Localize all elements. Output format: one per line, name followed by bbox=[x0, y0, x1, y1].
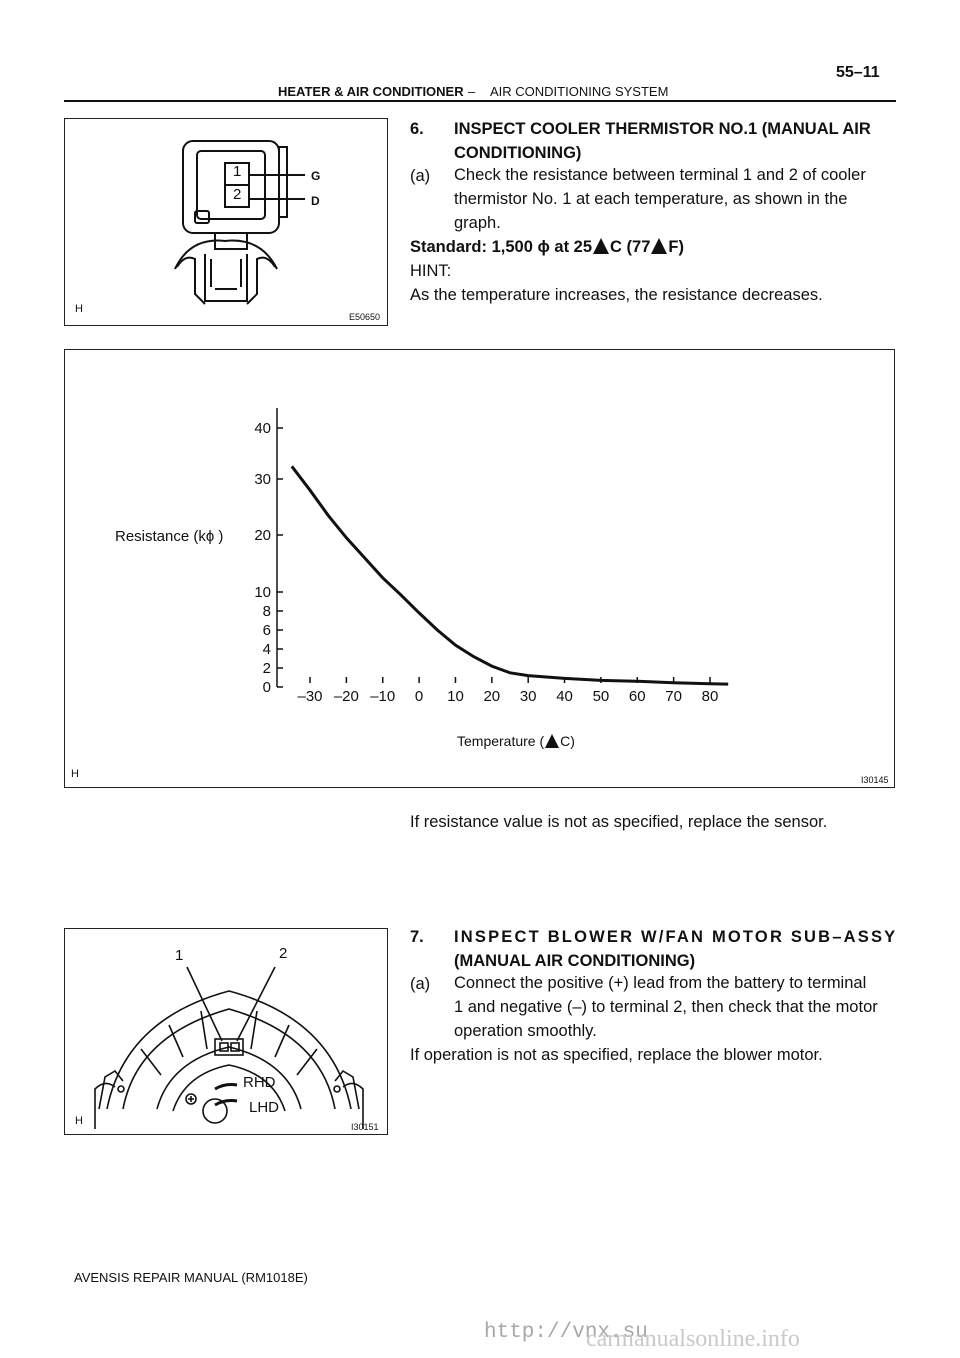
resistance-chart bbox=[65, 350, 894, 787]
step-6-item-a-line3: graph. bbox=[454, 214, 501, 232]
step-7-item-a-line2: 1 and negative (–) to terminal 2, then check that the motor bbox=[454, 998, 878, 1016]
terminal-1-label: 1 bbox=[233, 163, 242, 180]
degree-icon bbox=[593, 238, 609, 254]
connector-drawing bbox=[65, 119, 387, 325]
x-tick-label: –10 bbox=[370, 688, 396, 705]
x-tick-label: 10 bbox=[447, 688, 464, 705]
step-7-item-a-line1: Connect the positive (+) lead from the battery to terminal bbox=[454, 974, 867, 992]
x-tick-label: 80 bbox=[701, 688, 719, 705]
x-tick-label: 60 bbox=[628, 688, 646, 705]
replace-motor-text: If operation is not as specified, replace the blower motor. bbox=[410, 1046, 823, 1064]
step-7-title-line1: INSPECT BLOWER W/FAN MOTOR SUB–ASSY bbox=[454, 928, 898, 946]
terminal-2-label: 2 bbox=[233, 186, 242, 203]
x-tick-label: 40 bbox=[556, 688, 573, 705]
figure-h-label: H bbox=[71, 768, 79, 780]
x-tick-label: 70 bbox=[665, 688, 682, 705]
y-tick-label: 4 bbox=[262, 641, 271, 658]
step-6-item-a-label: (a) bbox=[410, 167, 431, 185]
degree-icon bbox=[651, 238, 667, 254]
header-separator: – bbox=[468, 84, 476, 99]
hint-label: HINT: bbox=[410, 262, 452, 280]
page-number: 55–11 bbox=[836, 64, 880, 81]
x-tick-label: 30 bbox=[519, 688, 537, 705]
x-axis-label bbox=[457, 733, 575, 749]
wire-color-d: D bbox=[311, 194, 320, 208]
terminal-2-label: 2 bbox=[279, 945, 288, 962]
replace-sensor-text: If resistance value is not as specified, replace the sensor. bbox=[410, 813, 828, 831]
x-tick-label: –30 bbox=[297, 688, 323, 705]
rhd-label: RHD bbox=[243, 1074, 276, 1091]
y-tick-label: 6 bbox=[262, 622, 271, 639]
terminal-1-label: 1 bbox=[175, 947, 184, 964]
y-tick-label: 8 bbox=[262, 603, 271, 620]
step-6-title-line2: CONDITIONING) bbox=[454, 144, 582, 162]
blower-motor-drawing bbox=[65, 929, 387, 1134]
degree-icon bbox=[545, 734, 559, 748]
lhd-label: LHD bbox=[249, 1099, 280, 1116]
watermark-site: carmanualsonline.info bbox=[586, 1326, 800, 1352]
figure-code: I30145 bbox=[861, 775, 889, 785]
step-6-item-a-line1: Check the resistance between terminal 1 and 2 of cooler bbox=[454, 166, 866, 184]
standard-end: F) bbox=[668, 238, 684, 256]
y-tick-label: 2 bbox=[262, 660, 271, 677]
x-axis-label-suffix: C) bbox=[560, 733, 575, 749]
x-tick-label: –20 bbox=[333, 688, 359, 705]
step-6-number: 6. bbox=[410, 120, 424, 138]
x-tick-label: 20 bbox=[483, 688, 501, 705]
figure-h-label: H bbox=[75, 1115, 83, 1127]
subsection-title: AIR CONDITIONING SYSTEM bbox=[490, 84, 669, 99]
step-7-item-a-line3: operation smoothly. bbox=[454, 1022, 597, 1040]
step-6-item-a-line2: thermistor No. 1 at each temperature, as shown in the bbox=[454, 190, 848, 208]
y-axis-label: Resistance (kϕ ) bbox=[115, 528, 224, 545]
hint-text: As the temperature increases, the resistance decreases. bbox=[410, 286, 823, 304]
standard-prefix: Standard: 1,500 ϕ at 25 bbox=[410, 238, 593, 256]
blower-motor-figure bbox=[64, 928, 388, 1135]
standard-value bbox=[410, 235, 684, 259]
resistance-curve bbox=[292, 466, 728, 684]
standard-mid: C (77 bbox=[610, 238, 651, 256]
y-tick-label: 10 bbox=[254, 584, 271, 601]
y-tick-label: 20 bbox=[254, 527, 271, 544]
y-tick-label: 30 bbox=[254, 471, 271, 488]
figure-code: I30151 bbox=[351, 1122, 379, 1132]
x-tick-label: 50 bbox=[592, 688, 610, 705]
thermistor-connector-figure bbox=[64, 118, 388, 326]
resistance-chart-figure bbox=[64, 349, 895, 788]
step-7-title-line2: (MANUAL AIR CONDITIONING) bbox=[454, 952, 696, 970]
wire-color-g: G bbox=[311, 169, 321, 183]
step-7-item-a-label: (a) bbox=[410, 975, 431, 993]
footer-manual-title: AVENSIS REPAIR MANUAL (RM1018E) bbox=[74, 1270, 308, 1285]
watermark-link[interactable]: http://vnx.su bbox=[484, 1321, 648, 1344]
section-title: HEATER & AIR CONDITIONER bbox=[278, 84, 464, 99]
x-axis-label-prefix: Temperature ( bbox=[457, 733, 545, 749]
y-tick-label: 0 bbox=[262, 679, 271, 696]
figure-code: E50650 bbox=[349, 312, 381, 322]
x-tick-label: 0 bbox=[414, 688, 424, 705]
figure-h-label: H bbox=[75, 303, 83, 315]
header-rule bbox=[64, 100, 896, 102]
y-tick-label: 40 bbox=[254, 420, 271, 437]
step-6-title-line1: INSPECT COOLER THERMISTOR NO.1 (MANUAL AIR bbox=[454, 120, 871, 138]
step-7-number: 7. bbox=[410, 928, 424, 946]
